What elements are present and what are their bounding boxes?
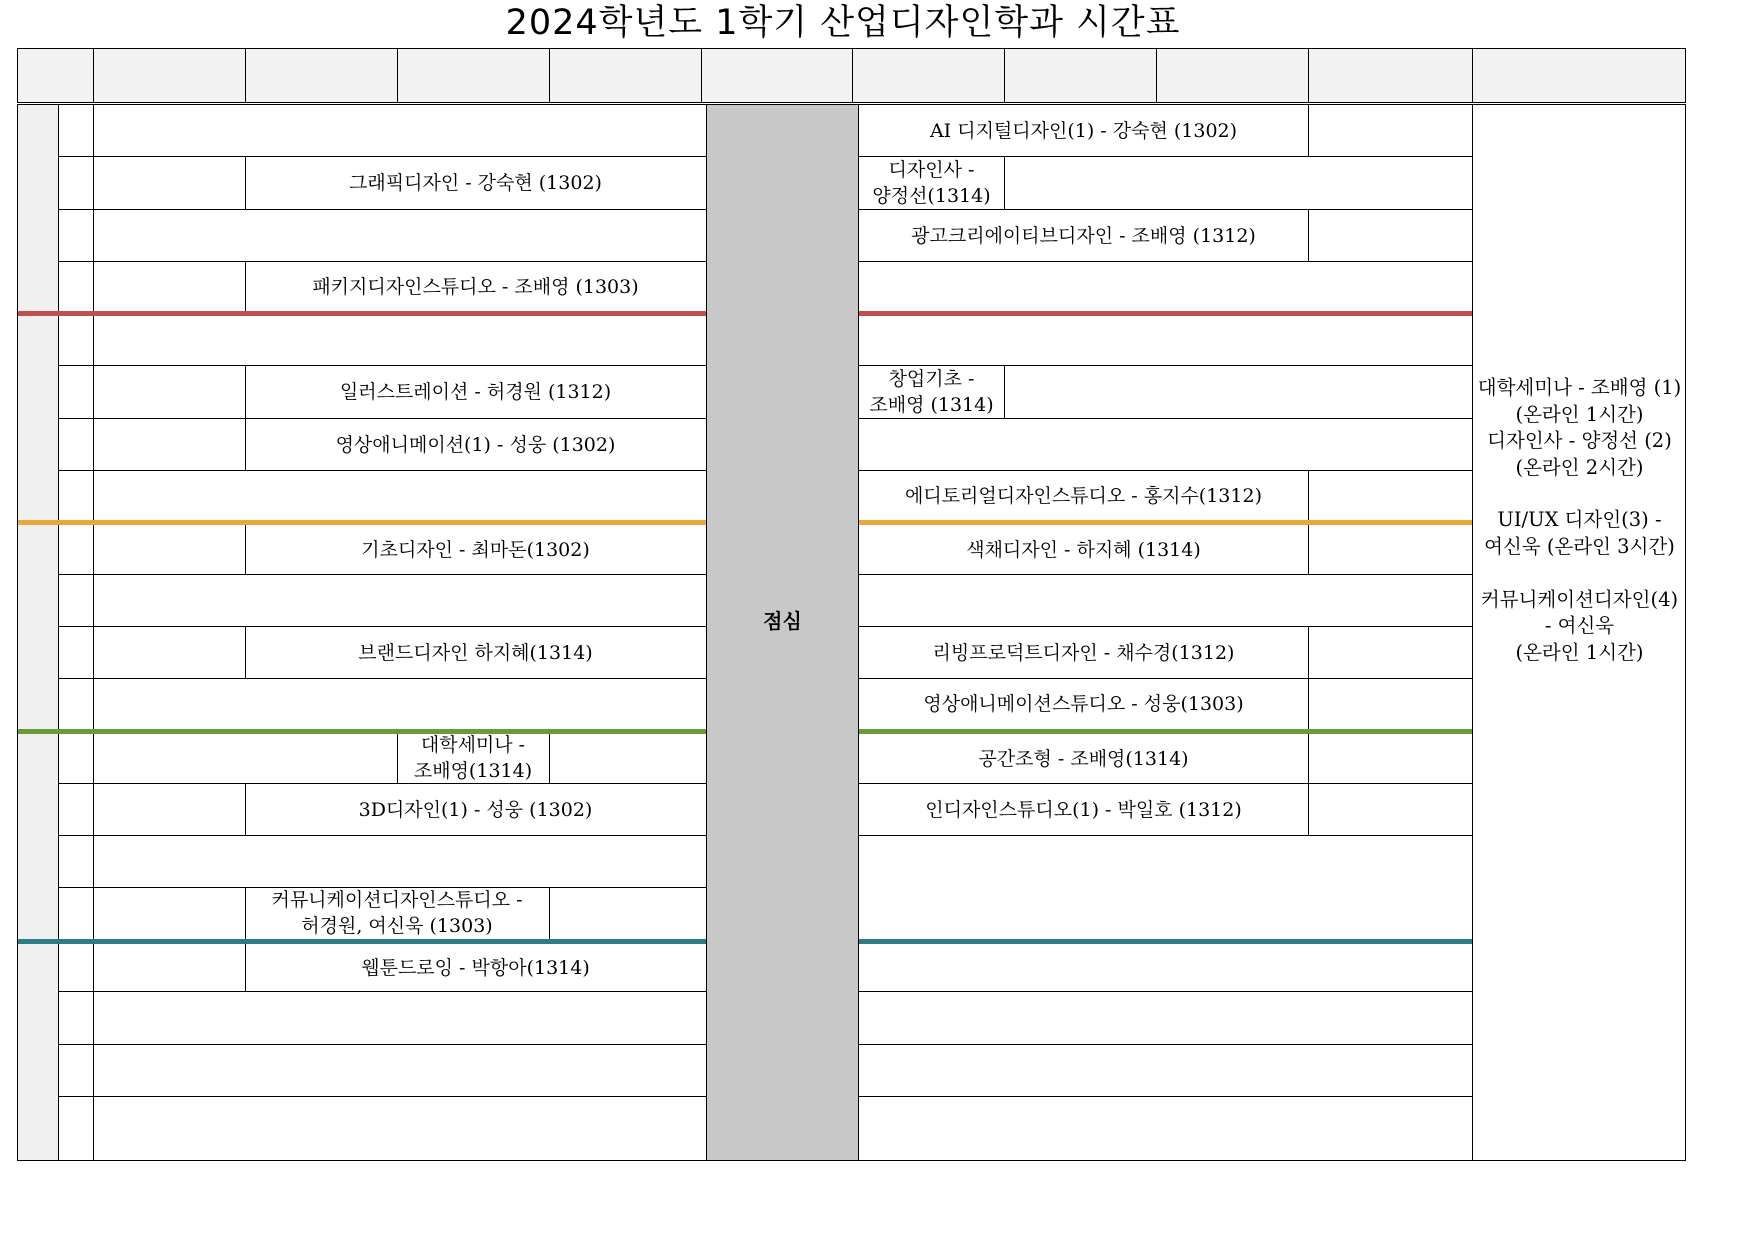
course-cell-comm-studio	[245, 887, 549, 939]
note-line: (온라인 2시간)	[1515, 455, 1644, 479]
history-line-2: 양정선(1314)	[872, 185, 991, 207]
page-title: 2024학년도 1학기 산업디자인학과 시간표	[505, 3, 1181, 43]
course-cell-startup	[859, 366, 1004, 418]
course-cell: 에디토리얼디자인스튜디오 - 홍지수(1312)	[905, 484, 1262, 507]
startup-line-2: 조배영 (1314)	[869, 394, 994, 416]
note-line	[1472, 561, 1687, 587]
note-line: (온라인 1시간)	[1515, 640, 1644, 664]
course-cell-seminar	[397, 732, 549, 783]
course-cell: 공간조형 - 조배영(1314)	[978, 747, 1189, 770]
note-line: 커뮤니케이션디자인(4)	[1480, 587, 1679, 611]
note-line: 디자인사 - 양정선 (2)	[1487, 429, 1672, 453]
note-line: 여신욱 (온라인 3시간)	[1484, 534, 1675, 558]
course-cell: 패키지디자인스튜디오 - 조배영 (1303)	[312, 275, 639, 298]
note-line: (온라인 1시간)	[1515, 402, 1644, 426]
note-line: - 여신욱	[1544, 614, 1615, 638]
comm-line-2: 허경원, 여신욱 (1303)	[301, 915, 493, 937]
band-red-right	[859, 311, 1472, 316]
online-courses-notes	[1472, 375, 1687, 666]
note-line	[1472, 481, 1687, 507]
lunch-label: 점심	[763, 609, 802, 633]
time-column	[18, 105, 59, 1160]
note-line: UI/UX 디자인(3) -	[1497, 508, 1662, 532]
course-cell: 광고크리에이티브디자인 - 조배영 (1312)	[911, 224, 1256, 247]
course-cell: 웹툰드로잉 - 박항아(1314)	[361, 956, 590, 979]
startup-line-1: 창업기초 -	[888, 368, 975, 390]
history-line-1: 디자인사 -	[888, 159, 975, 181]
course-cell: 그래픽디자인 - 강숙현 (1302)	[349, 172, 602, 194]
band-red-left	[18, 311, 706, 316]
table-header-row	[17, 48, 1686, 103]
course-cell: 리빙프로덕트디자인 - 채수경(1312)	[932, 641, 1235, 664]
course-cell: AI 디지털디자인(1) - 강숙현 (1302)	[929, 119, 1238, 142]
course-cell: 브랜드디자인 하지혜(1314)	[358, 641, 593, 664]
course-cell: 일러스트레이션 - 허경원 (1312)	[339, 381, 612, 403]
course-cell: 색채디자인 - 하지혜 (1314)	[966, 538, 1201, 561]
course-cell: 기초디자인 - 최마돈(1302)	[361, 538, 590, 561]
course-cell: 영상애니메이션(1) - 성웅 (1302)	[335, 433, 616, 456]
lunch-block	[706, 105, 859, 1160]
course-cell: 3D디자인(1) - 성웅 (1302)	[358, 798, 593, 821]
seminar-line-2: 조배영(1314)	[413, 759, 533, 782]
course-cell-history	[859, 157, 1004, 209]
note-line: 대학세미나 - 조배영 (1)	[1477, 376, 1682, 399]
band-teal-right	[859, 939, 1472, 944]
course-cell: 인디자인스튜디오(1) - 박일호 (1312)	[925, 798, 1242, 821]
timetable-grid	[17, 104, 1686, 1161]
comm-line-1: 커뮤니케이션디자인스튜디오 -	[271, 889, 523, 911]
seminar-line-1: 대학세미나 -	[420, 733, 526, 756]
course-cell: 영상애니메이션스튜디오 - 성웅(1303)	[923, 693, 1244, 715]
band-green-left	[18, 729, 706, 734]
